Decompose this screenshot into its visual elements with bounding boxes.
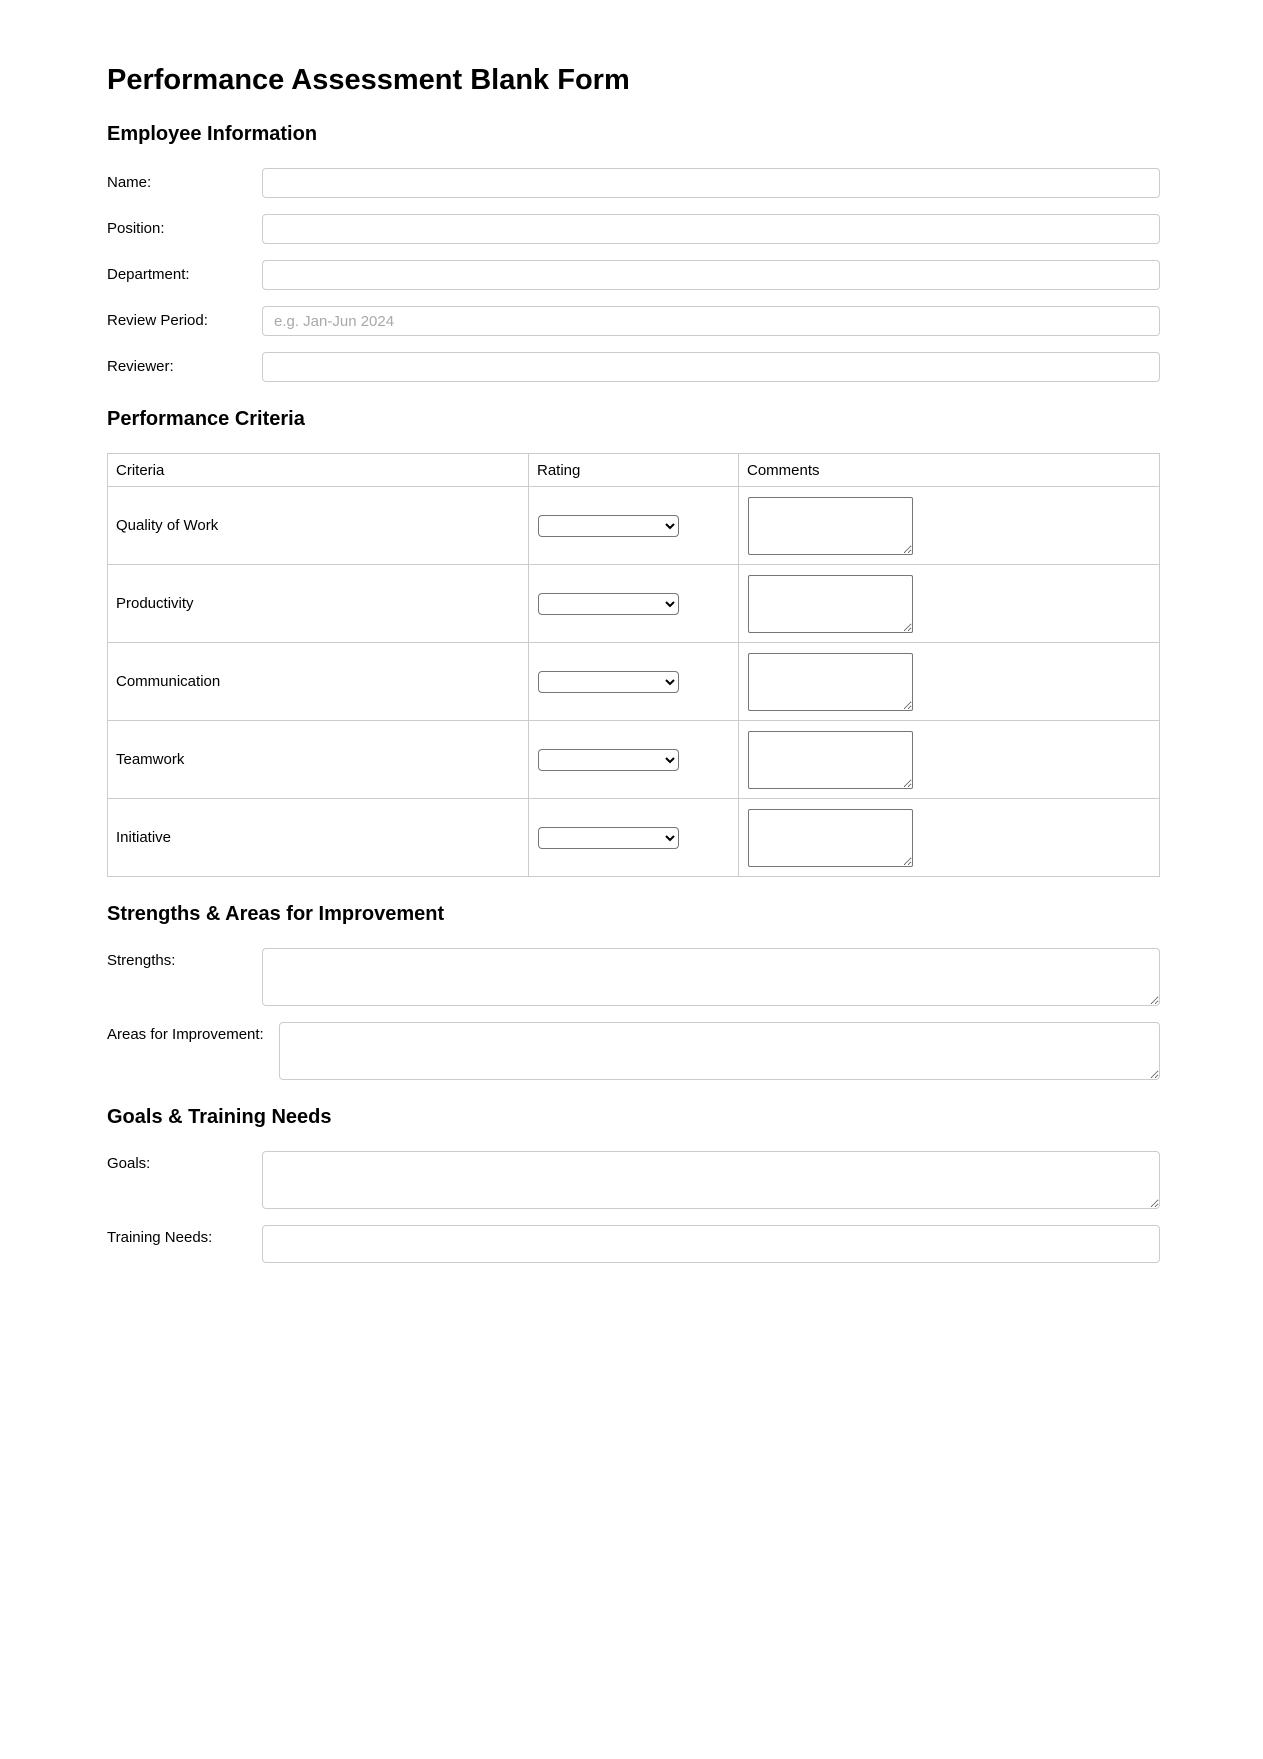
table-row-teamwork: [108, 721, 1160, 799]
comments-textarea-productivity[interactable]: [748, 575, 913, 633]
section-heading-performance-criteria: Performance Criteria: [107, 408, 305, 431]
position-input[interactable]: [262, 214, 1160, 244]
review-period-input[interactable]: [262, 306, 1160, 336]
department-input[interactable]: [262, 260, 1160, 290]
rating-select-productivity[interactable]: [538, 593, 679, 615]
form-row-name: [107, 168, 1160, 198]
table-row-initiative: [108, 799, 1160, 877]
reviewer-label: Reviewer:: [107, 358, 174, 376]
rating-cell: [529, 565, 739, 643]
strengths-label: Strengths:: [107, 952, 176, 970]
review-period-label: Review Period:: [107, 312, 208, 330]
form-row-department: [107, 260, 1160, 290]
comments-cell: [739, 643, 1160, 721]
reviewer-input[interactable]: [262, 352, 1160, 382]
form-row-areas-for-improvement: [107, 1022, 1160, 1080]
comments-textarea-communication[interactable]: [748, 653, 913, 711]
table-header-row: [108, 454, 1160, 487]
criteria-cell: Teamwork: [108, 721, 529, 799]
column-header-comments: Comments: [739, 454, 1160, 487]
areas-for-improvement-textarea[interactable]: [279, 1022, 1160, 1080]
section-heading-strengths-improvement: Strengths & Areas for Improvement: [107, 903, 445, 926]
rating-cell: [529, 721, 739, 799]
column-header-rating: Rating: [529, 454, 739, 487]
goals-textarea[interactable]: [262, 1151, 1160, 1209]
comments-cell: [739, 565, 1160, 643]
form-row-reviewer: [107, 352, 1160, 382]
training-needs-textarea[interactable]: [262, 1225, 1160, 1263]
name-label: Name:: [107, 174, 152, 192]
position-label: Position:: [107, 220, 165, 238]
areas-for-improvement-label: Areas for Improvement:: [107, 1026, 264, 1044]
comments-textarea-quality-of-work[interactable]: [748, 497, 913, 555]
page-title: Performance Assessment Blank Form: [107, 64, 630, 96]
section-heading-employee-information: Employee Information: [107, 123, 318, 146]
comments-textarea-initiative[interactable]: [748, 809, 913, 867]
table-row-communication: [108, 643, 1160, 721]
form-row-goals: [107, 1151, 1160, 1209]
rating-select-teamwork[interactable]: [538, 749, 679, 771]
comments-textarea-teamwork[interactable]: [748, 731, 913, 789]
criteria-cell: Quality of Work: [108, 487, 529, 565]
form-row-strengths: [107, 948, 1160, 1006]
table-row-productivity: [108, 565, 1160, 643]
rating-cell: [529, 799, 739, 877]
criteria-cell: Productivity: [108, 565, 529, 643]
section-heading-goals-training: Goals & Training Needs: [107, 1106, 332, 1129]
rating-select-quality-of-work[interactable]: [538, 515, 679, 537]
training-needs-label: Training Needs:: [107, 1229, 213, 1247]
rating-cell: [529, 487, 739, 565]
department-label: Department:: [107, 266, 190, 284]
strengths-textarea[interactable]: [262, 948, 1160, 1006]
table-row-quality-of-work: [108, 487, 1160, 565]
comments-cell: [739, 799, 1160, 877]
comments-cell: [739, 487, 1160, 565]
comments-cell: [739, 721, 1160, 799]
name-input[interactable]: [262, 168, 1160, 198]
form-row-training-needs: [107, 1225, 1160, 1263]
performance-criteria-table: [107, 453, 1160, 877]
rating-cell: [529, 643, 739, 721]
goals-label: Goals:: [107, 1155, 151, 1173]
rating-select-initiative[interactable]: [538, 827, 679, 849]
form-row-review-period: [107, 306, 1160, 336]
rating-select-communication[interactable]: [538, 671, 679, 693]
criteria-cell: Communication: [108, 643, 529, 721]
criteria-cell: Initiative: [108, 799, 529, 877]
form-row-position: [107, 214, 1160, 244]
column-header-criteria: Criteria: [108, 454, 529, 487]
